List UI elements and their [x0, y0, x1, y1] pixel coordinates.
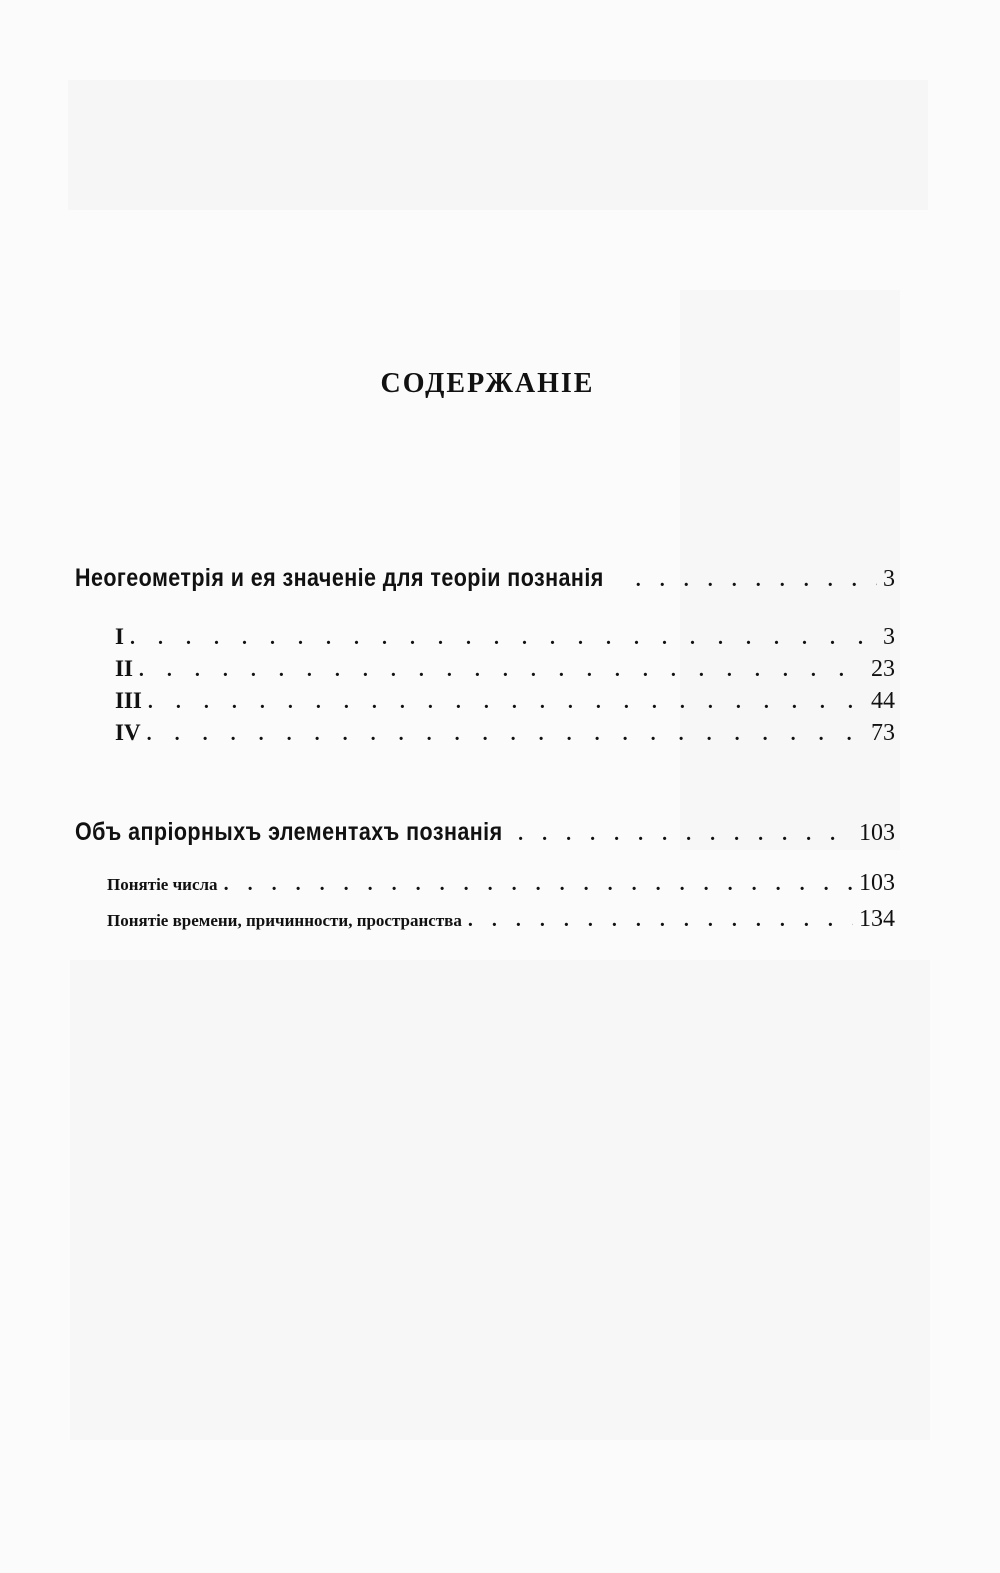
- toc-section-2: [107, 906, 895, 933]
- chapter-label: IV: [115, 720, 141, 745]
- leader-dots: [518, 823, 853, 846]
- leader-dots: [468, 909, 853, 932]
- page-number: 134: [859, 906, 895, 932]
- leader-dots: [224, 873, 853, 896]
- page-number: 44: [871, 688, 895, 714]
- chapter-label: II: [115, 656, 133, 681]
- show-through-shade: [68, 80, 928, 210]
- toc-chapter-iv: [115, 720, 895, 747]
- section-title: Понятіе времени, причинности, пространства: [107, 911, 462, 930]
- show-through-shade: [70, 960, 930, 1440]
- page-number: 73: [871, 720, 895, 746]
- page-number: 103: [859, 870, 895, 896]
- page-number: 103: [859, 820, 895, 846]
- toc-part-2: [75, 818, 895, 847]
- toc-section-1: [107, 870, 895, 897]
- leader-dots: [148, 691, 865, 714]
- leader-dots: [130, 627, 877, 650]
- chapter-label: III: [115, 688, 142, 713]
- page-title: СОДЕРЖАНIЕ: [380, 368, 595, 399]
- chapter-label: I: [115, 624, 124, 649]
- page-number: 3: [883, 566, 895, 592]
- section-title: Понятіе числа: [107, 875, 218, 894]
- leader-dots: [139, 659, 865, 682]
- leader-dots: [147, 723, 865, 746]
- page-number: 23: [871, 656, 895, 682]
- page-number: 3: [883, 624, 895, 650]
- part-title: Объ апріорныхъ элементахъ познанія: [75, 818, 503, 846]
- part-title: Неогеометрія и ея значеніе для теоріи познанія: [75, 564, 604, 592]
- toc-part-1: [75, 564, 895, 593]
- toc-chapter-ii: [115, 656, 895, 683]
- leader-dots: [636, 569, 877, 592]
- toc-chapter-i: [115, 624, 895, 651]
- toc-chapter-iii: [115, 688, 895, 715]
